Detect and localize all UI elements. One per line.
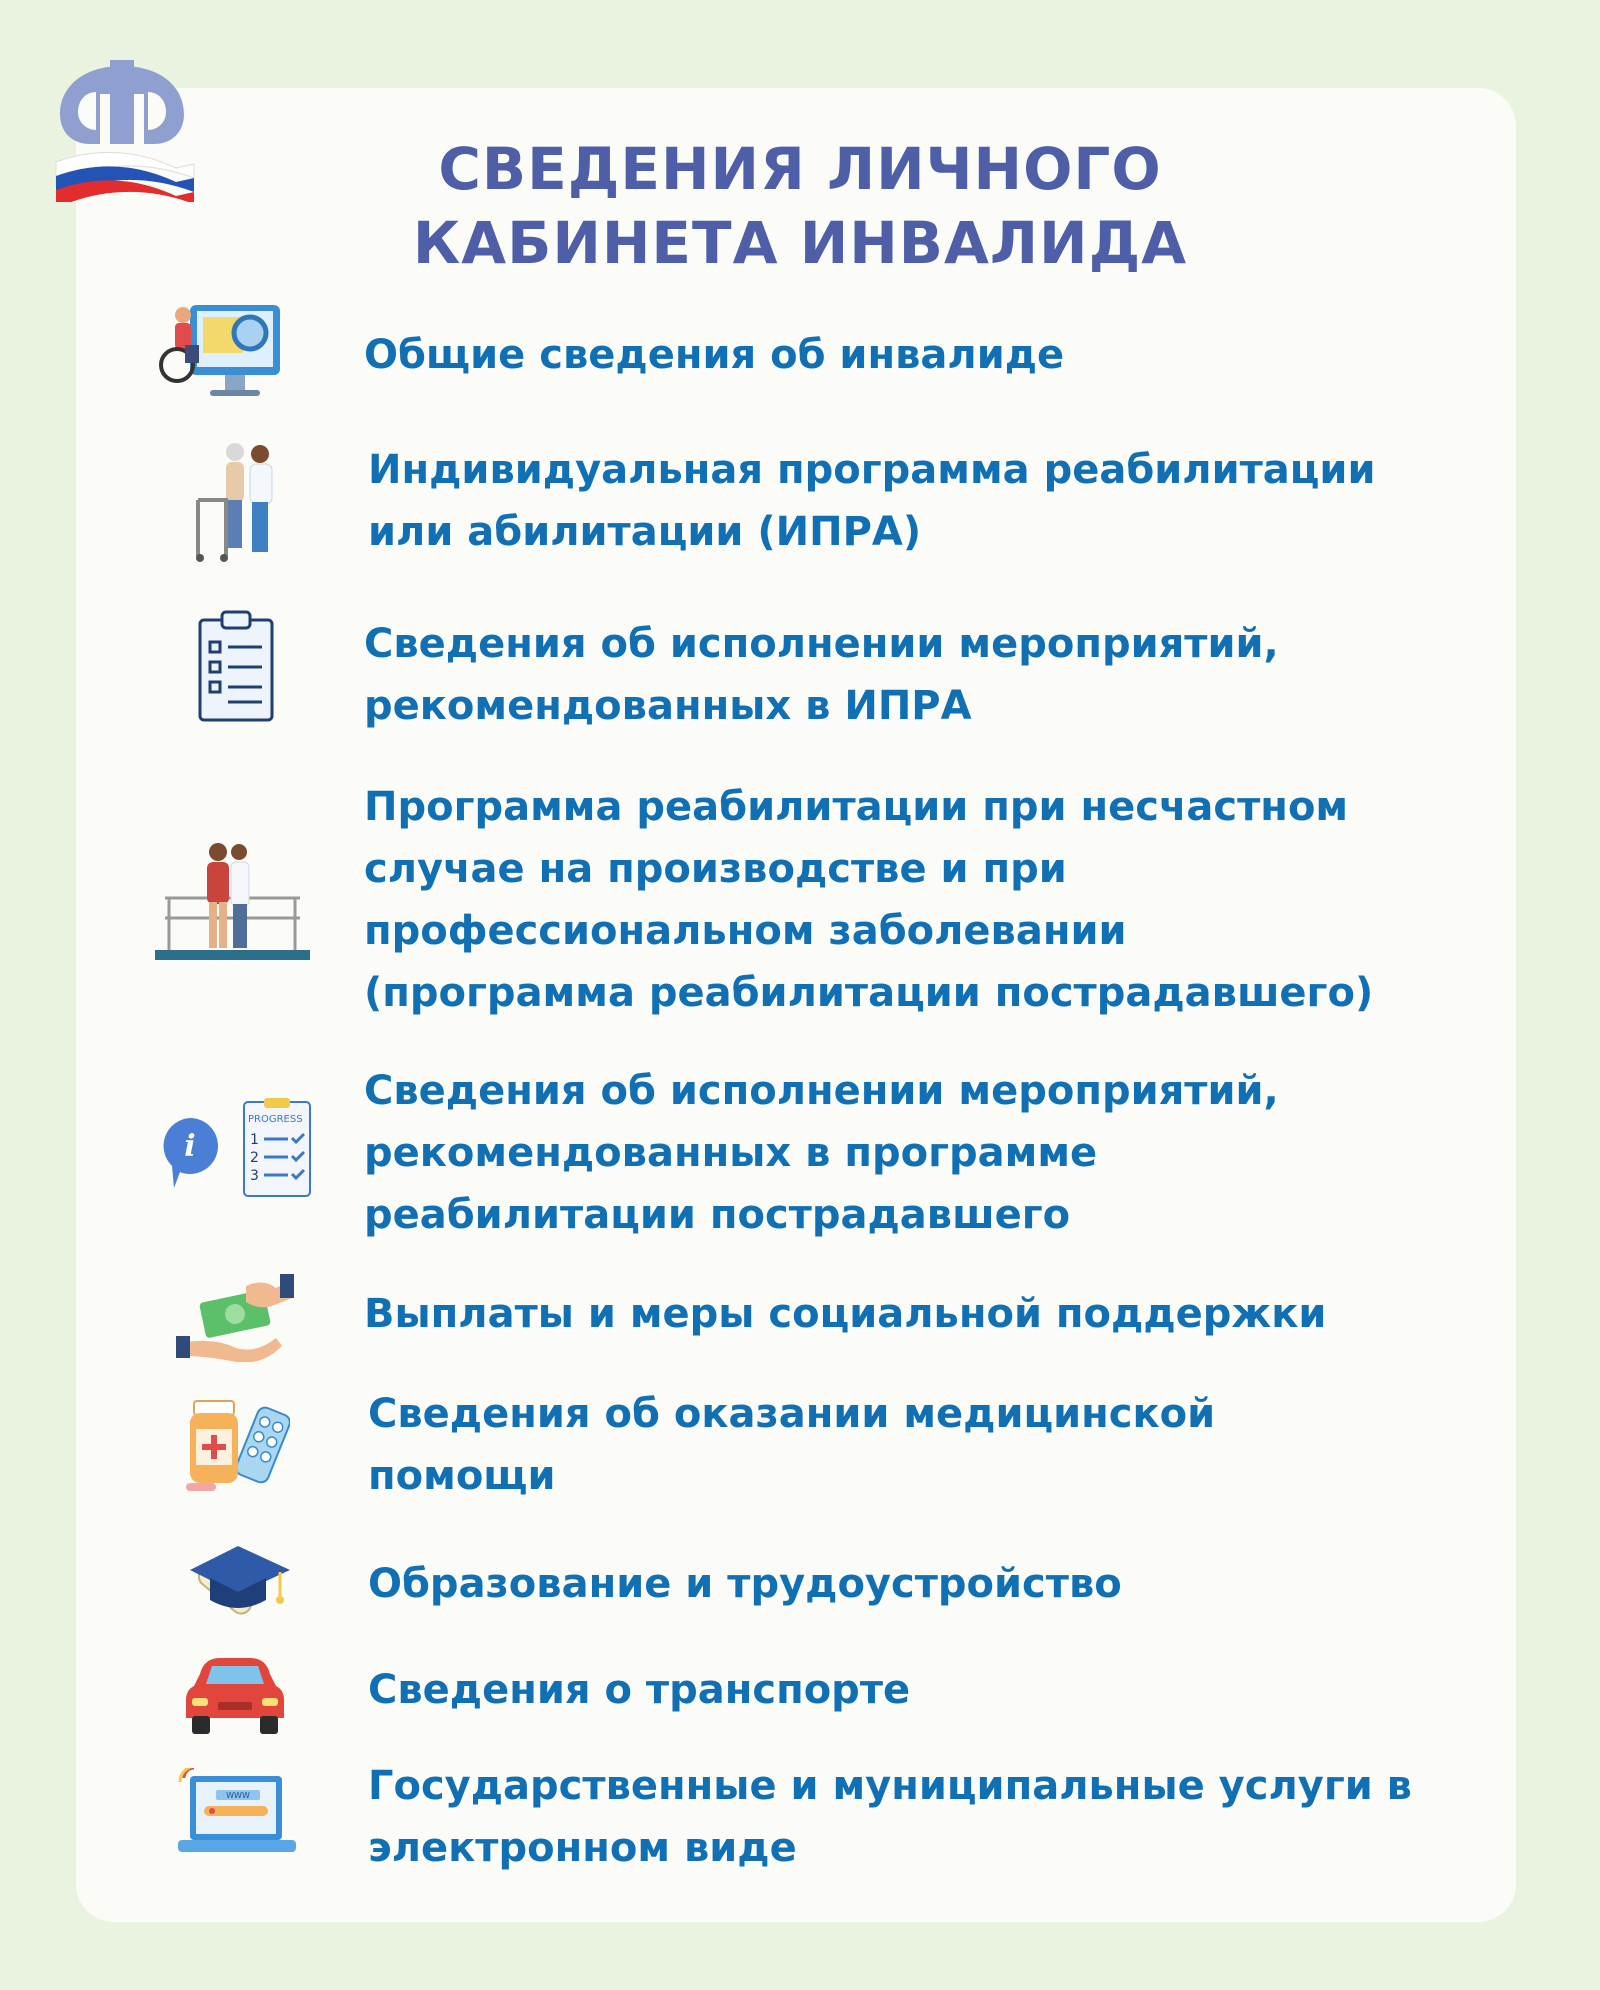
- graduation-cap-icon: [184, 1540, 296, 1632]
- item-ipra-execution: Сведения об исполнении мероприятий, рекомендованных в ИПРА: [364, 621, 1279, 729]
- svg-text:i: i: [184, 1129, 196, 1164]
- progress-number-2: 2: [250, 1150, 259, 1166]
- info-progress-icon: [160, 1098, 315, 1202]
- car-icon: [184, 1654, 286, 1740]
- item-medical-help: Сведения об оказании медицинской помощи: [368, 1391, 1216, 1499]
- wheelchair-computer-icon: [155, 295, 290, 409]
- walker-nurse-icon: [190, 440, 290, 569]
- title-line-1: СВЕДЕНИЯ ЛИЧНОГО: [438, 135, 1162, 203]
- item-ipra: Индивидуальная программа реабилитации или абилитации (ИПРА): [368, 447, 1376, 555]
- item-payments: Выплаты и меры социальной поддержки: [364, 1291, 1327, 1337]
- item-transport: Сведения о транспорте: [368, 1667, 911, 1713]
- item-victim-execution: Сведения об исполнении мероприятий, рекомендованных в программе реабилитации пострадавшего: [364, 1068, 1279, 1238]
- item-education-employment: Образование и трудоустройство: [368, 1561, 1122, 1607]
- item-victim-program: Программа реабилитации при несчастном случае на производстве и при профессиональном заболевании (программа реабилитации пострадавшего): [364, 784, 1374, 1016]
- item-general-info: Общие сведения об инвалиде: [364, 332, 1065, 378]
- progress-label: PROGRESS: [248, 1114, 303, 1125]
- clipboard-checklist-icon: [198, 608, 274, 727]
- medicine-pills-icon: [180, 1395, 290, 1499]
- progress-number-1: 1: [250, 1132, 259, 1148]
- laptop-www-icon: [176, 1768, 298, 1868]
- parallel-bars-rehab-icon: [155, 838, 310, 967]
- page-title: [340, 132, 1260, 280]
- pfr-logo-icon: [50, 52, 195, 202]
- money-hands-icon: [176, 1272, 298, 1366]
- title-line-2: КАБИНЕТА ИНВАЛИДА: [412, 209, 1188, 277]
- laptop-label: WWW: [226, 1791, 250, 1800]
- item-e-services: Государственные и муниципальные услуги в электронном виде: [368, 1763, 1412, 1871]
- progress-number-3: 3: [250, 1168, 259, 1184]
